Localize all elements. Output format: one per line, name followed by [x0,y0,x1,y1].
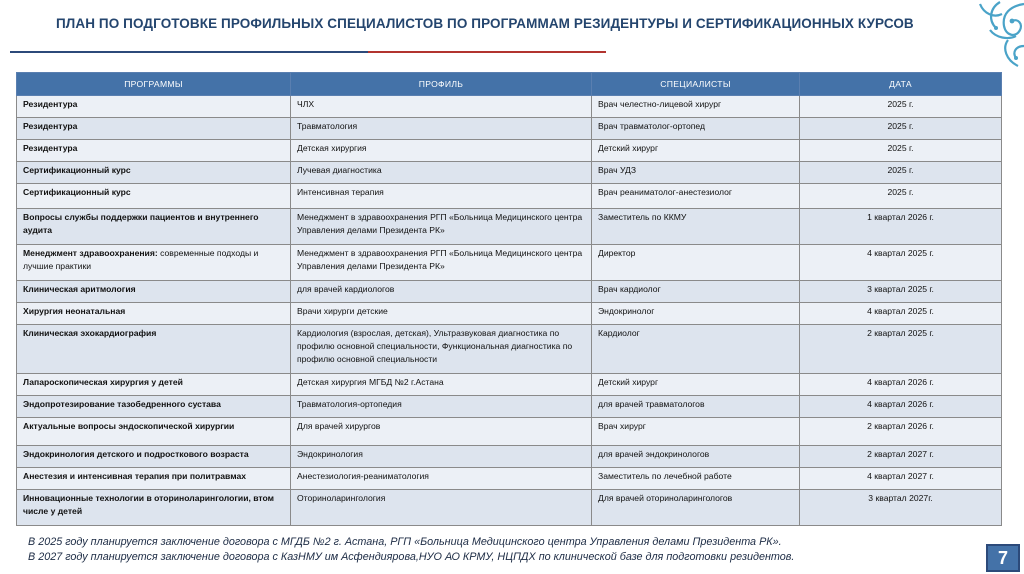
table-row [17,245,1002,281]
table-header-row [17,73,1002,96]
specialists-cell: Врач хирург [592,418,800,446]
footnote [28,535,794,565]
date-cell: 3 квартал 2027г. [800,490,1002,526]
column-header-date: ДАТА [800,73,1002,96]
program-cell: Лапароскопическая хирургия у детей [17,374,291,396]
date-cell: 4 квартал 2026 г. [800,374,1002,396]
table-row [17,162,1002,184]
date-cell: 2025 г. [800,96,1002,118]
specialists-cell: Заместитель по ККМУ [592,209,800,245]
page-title: ПЛАН ПО ПОДГОТОВКЕ ПРОФИЛЬНЫХ СПЕЦИАЛИСТОВ ПО ПРОГРАММАМ РЕЗИДЕНТУРЫ И СЕРТИФИКАЦИОННЫХ КУРСОВ [56,16,914,31]
profile-cell: ЧЛХ [291,96,592,118]
table-row [17,209,1002,245]
table-row [17,96,1002,118]
program-cell: Эндокринология детского и подросткового возраста [17,446,291,468]
program-cell: Клиническая эхокардиография [17,325,291,374]
date-cell: 2025 г. [800,184,1002,209]
program-cell: Хирургия неонатальная [17,303,291,325]
program-cell [17,245,291,281]
program-cell: Эндопротезирование тазобедренного сустава [17,396,291,418]
date-cell: 4 квартал 2027 г. [800,468,1002,490]
specialists-cell: Врач челестно-лицевой хирург [592,96,800,118]
program-cell: Актуальные вопросы эндоскопической хирургии [17,418,291,446]
plan-table [16,72,1002,526]
program-cell: Сертификационный курс [17,184,291,209]
date-cell: 2025 г. [800,118,1002,140]
profile-cell: Для врачей хирургов [291,418,592,446]
specialists-cell: Директор [592,245,800,281]
specialists-cell: Детский хирург [592,374,800,396]
date-cell: 1 квартал 2026 г. [800,209,1002,245]
specialists-cell: Для врачей оториноларингологов [592,490,800,526]
profile-cell: для врачей кардиологов [291,281,592,303]
profile-cell: Оториноларингология [291,490,592,526]
profile-cell: Лучевая диагностика [291,162,592,184]
date-cell: 2 квартал 2027 г. [800,446,1002,468]
table-row [17,490,1002,526]
profile-cell: Менеджмент в здравоохранения РГП «Больница Медицинского центра Управления делами Президента РК» [291,245,592,281]
date-cell: 4 квартал 2026 г. [800,396,1002,418]
program-cell: Анестезия и интенсивная терапия при политравмах [17,468,291,490]
profile-cell: Травматология [291,118,592,140]
footnote-line: В 2027 году планируется заключение договора с КазНМУ им Асфендиярова,НУО АО КРМУ, НЦПДХ по клинической базе для подготовки резидентов. [28,551,795,563]
table-row [17,184,1002,209]
date-cell: 2 квартал 2026 г. [800,418,1002,446]
profile-cell: Врачи хирурги детские [291,303,592,325]
profile-cell: Анестезиология-реаниматология [291,468,592,490]
table-row [17,446,1002,468]
date-cell: 2025 г. [800,140,1002,162]
profile-cell: Эндокринология [291,446,592,468]
program-cell: Вопросы службы поддержки пациентов и внутреннего аудита [17,209,291,245]
program-cell: Резидентура [17,118,291,140]
specialists-cell: Врач травматолог-ортопед [592,118,800,140]
table-row [17,418,1002,446]
program-cell: Инновационные технологии в оториноларингологии, втом числе у детей [17,490,291,526]
table-row [17,468,1002,490]
date-cell: 3 квартал 2025 г. [800,281,1002,303]
title-underline-blue [10,51,368,53]
table-row [17,281,1002,303]
table-row [17,374,1002,396]
program-cell: Резидентура [17,96,291,118]
profile-cell: Детская хирургия МГБД №2 г.Астана [291,374,592,396]
specialists-cell: Врач реаниматолог-анестезиолог [592,184,800,209]
table-row [17,140,1002,162]
specialists-cell: Врач кардиолог [592,281,800,303]
profile-cell: Детская хирургия [291,140,592,162]
ornament-icon [950,0,1024,72]
program-cell: Резидентура [17,140,291,162]
profile-cell: Травматология-ортопедия [291,396,592,418]
date-cell: 2025 г. [800,162,1002,184]
column-header-profile: ПРОФИЛЬ [291,73,592,96]
specialists-cell: Заместитель по лечебной работе [592,468,800,490]
specialists-cell: Детский хирург [592,140,800,162]
specialists-cell: для врачей травматологов [592,396,800,418]
column-header-programs: ПРОГРАММЫ [17,73,291,96]
date-cell: 2 квартал 2025 г. [800,325,1002,374]
title-underline-red [368,51,606,53]
program-cell-bold: Менеджмент здравоохранения: [23,248,158,258]
table-row [17,396,1002,418]
specialists-cell: Кардиолог [592,325,800,374]
table-row [17,118,1002,140]
column-header-specialists: СПЕЦИАЛИСТЫ [592,73,800,96]
specialists-cell: Эндокринолог [592,303,800,325]
specialists-cell: для врачей эндокринологов [592,446,800,468]
profile-cell: Интенсивная терапия [291,184,592,209]
program-cell: Клиническая аритмология [17,281,291,303]
program-cell-rest: современные подходы и лучшие практики [23,248,259,271]
date-cell: 4 квартал 2025 г. [800,245,1002,281]
profile-cell: Кардиология (взрослая, детская), Ультразвуковая диагностика по профилю основной специальности, Функциональная диагностика по профилю основной специальности [291,325,592,374]
specialists-cell: Врач УДЗ [592,162,800,184]
page-number-badge: 7 [986,544,1020,572]
program-cell: Сертификационный курс [17,162,291,184]
table-row [17,303,1002,325]
footnote-line: В 2025 году планируется заключение договора с МГДБ №2 г. Астана, РГП «Больница Медицинского центра Управления делами Президента РК». [28,536,782,548]
date-cell: 4 квартал 2025 г. [800,303,1002,325]
table-row [17,325,1002,374]
profile-cell: Менеджмент в здравоохранения РГП «Больница Медицинского центра Управления делами Президента РК» [291,209,592,245]
